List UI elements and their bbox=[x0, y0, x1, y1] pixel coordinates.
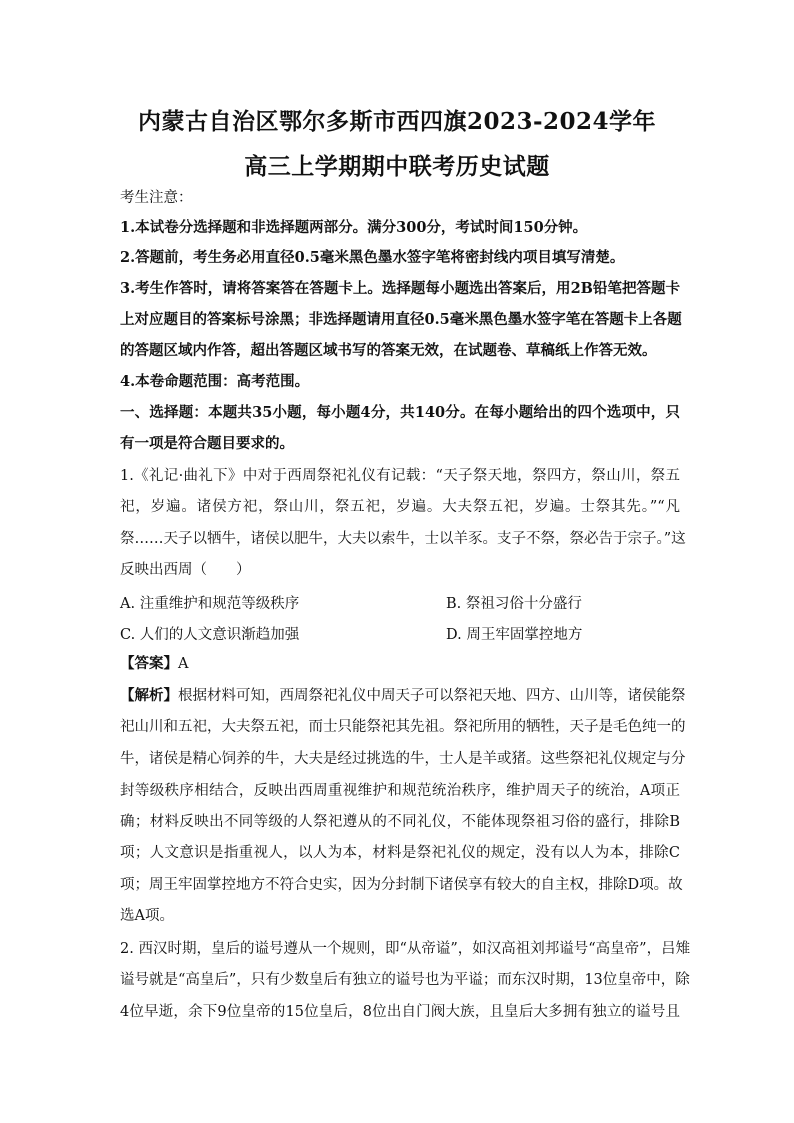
document-title-line1: 内蒙古自治区鄂尔多斯市西四旗2023-2024学年 bbox=[137, 108, 657, 135]
answer-value: A bbox=[178, 656, 189, 672]
analysis-text-line1: 根据材料可知，西周祭祀礼仪中周天子可以祭祀天地、四方、山川等，诸侯能祭 bbox=[178, 688, 686, 704]
answer-label: 【答案】 bbox=[120, 655, 178, 672]
analysis-label: 【解析】 bbox=[120, 687, 178, 704]
analysis-line7: 项；周王牢固掌控地方不符合史实，因为分封制下诸侯享有较大的自主权，排除D项。故 bbox=[120, 877, 683, 893]
analysis-line2: 祀山川和五祀，大夫祭五祀，而士只能祭祀其先祖。祭祀所用的牺牲，天子是毛色纯一的 bbox=[120, 719, 686, 735]
notice-item-2: 2.答题前，考生务必用直径0.5毫米黑色墨水签字笔将密封线内项目填写清楚。 bbox=[120, 249, 625, 266]
notice-item-3-line3: 的答题区域内作答，超出答题区域书写的答案无效，在试题卷、草稿纸上作答无效。 bbox=[120, 342, 657, 359]
question-1-line2: 祀，岁遍。诸侯方祀，祭山川，祭五祀，岁遍。大夫祭五祀，岁遍。士祭其先。”“凡 bbox=[120, 499, 680, 515]
notice-item-1: 1.本试卷分选择题和非选择题两部分。满分300分，考试时间150分钟。 bbox=[120, 219, 588, 236]
question-1-option-a: A. 注重维护和规范等级秩序 bbox=[120, 596, 300, 612]
answer-line bbox=[120, 654, 680, 674]
document-title-line2: 高三上学期期中联考历史试题 bbox=[244, 153, 550, 180]
notice-item-3-line1: 3.考生作答时，请将答案答在答题卡上。选择题每小题选出答案后，用2B铅笔把答题卡 bbox=[120, 280, 680, 297]
analysis-line6: 项；人文意识是指重视人，以人为本，材料是祭祀礼仪的规定，没有以人为本，排除C bbox=[120, 845, 680, 861]
question-2-line1: 2. 西汉时期，皇后的谥号遵从一个规则，即“从帝谥”，如汉高祖刘邦谥号“高皇帝”，吕雉 bbox=[120, 941, 691, 957]
question-1-option-c: C. 人们的人文意识渐趋加强 bbox=[120, 627, 300, 643]
notice-item-4: 4.本卷命题范围：高考范围。 bbox=[120, 373, 310, 390]
question-1-line1: 1.《礼记·曲礼下》中对于西周祭祀礼仪有记载：“天子祭天地，祭四方，祭山川，祭五 bbox=[120, 468, 680, 484]
section-heading-line2: 有一项是符合题目要求的。 bbox=[120, 435, 294, 452]
question-1-line3: 祭……天子以牺牛，诸侯以肥牛，大夫以索牛，士以羊豕。支子不祭，祭必告于宗子。”这 bbox=[120, 531, 686, 547]
question-1-option-d: D. 周王牢固掌控地方 bbox=[446, 627, 583, 643]
section-heading-line1: 一、选择题：本题共35小题，每小题4分，共140分。在每小题给出的四个选项中，只 bbox=[120, 404, 680, 421]
question-1-line4: 反映出西周（ ） bbox=[120, 562, 251, 578]
analysis-line8: 选A项。 bbox=[120, 908, 174, 924]
question-2-line2: 谥号就是“高皇后”，只有少数皇后有独立的谥号也为平谥；而东汉时期，13位皇帝中，除 bbox=[120, 972, 690, 988]
analysis-line4: 封等级秩序相结合，反映出西周重视维护和规范统治秩序，维护周天子的统治，A项正 bbox=[120, 783, 680, 799]
notice-item-3-line2: 上对应题目的答案标号涂黑；非选择题请用直径0.5毫米黑色墨水签字笔在答题卡上各题 bbox=[120, 311, 682, 328]
analysis-line5: 确；材料反映出不同等级的人祭祀遵从的不同礼仪，不能体现祭祖习俗的盛行，排除B bbox=[120, 814, 680, 830]
analysis-line3: 牛，诸侯是精心饲养的牛，大夫是经过挑选的牛，士人是羊或猪。这些祭祀礼仪规定与分 bbox=[120, 751, 686, 767]
analysis-line1 bbox=[120, 686, 686, 706]
notice-heading: 考生注意： bbox=[120, 190, 193, 206]
question-2-line3: 4位早逝，余下9位皇帝的15位皇后，8位出自门阀大族，且皇后大多拥有独立的谥号且 bbox=[120, 1004, 680, 1020]
question-1-option-b: B. 祭祖习俗十分盛行 bbox=[446, 596, 582, 612]
